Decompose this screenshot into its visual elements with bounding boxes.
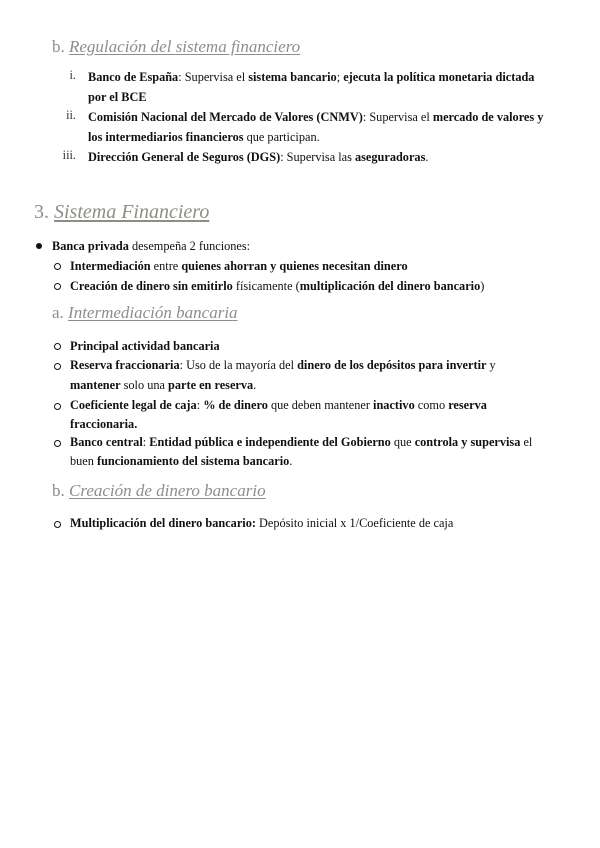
text-bold: ejecuta la política monetaria dictada [343,70,535,84]
text-bold: Reserva fraccionaria [70,358,180,372]
text: ) [480,279,485,293]
bullet-circle-icon [54,403,61,410]
text: desempeña 2 funciones: [128,239,251,253]
bullet-disc-icon [36,243,42,249]
intermediacion-item-principal [70,336,220,356]
text: el [520,435,533,449]
heading-title: Regulación del sistema financiero [69,37,301,56]
creacion-item-multiplicacion [70,513,453,533]
text: entre [150,259,182,273]
text: : [196,398,204,412]
regulacion-item-1-line-1 [88,67,534,87]
bullet-circle-icon [54,343,61,350]
heading-number: 3. [34,201,49,223]
heading-letter: a. [52,303,64,322]
regulacion-item-2-line-2 [88,127,320,147]
heading-title: Sistema Financiero [54,201,210,223]
text-bold: Intermediación [70,259,151,273]
text-bold: Multiplicación del dinero bancario: [70,516,256,530]
text: . [425,150,429,164]
roman-numeral-iii: iii. [62,148,76,162]
text: físicamente ( [232,279,300,293]
intermediacion-item-coeficiente-line-2 [70,414,137,434]
text-bold: Dirección General de Seguros (DGS) [88,150,281,164]
text-bold: dinero de los depósitos para invertir [297,358,487,372]
text-bold: mercado de valores y [432,110,544,124]
bullet-circle-icon [54,521,61,528]
text: : Supervisa las [280,150,355,164]
sub-bullet-creacion [70,276,484,296]
text: : Supervisa el [362,110,433,124]
intermediacion-item-reserva-line-2 [70,375,256,395]
text-bold: sistema bancario [248,70,337,84]
text: : [142,435,150,449]
bullet-circle-icon [54,263,61,270]
intermediacion-item-banco-central-line-1 [70,432,532,452]
text-bold: inactivo [373,398,415,412]
regulacion-item-2-line-1 [88,107,543,127]
text: Depósito inicial x 1/Coeficiente de caja [255,516,454,530]
text-bold: funcionamiento del sistema bancario [96,454,290,468]
text-bold: los intermediarios financieros [88,130,244,144]
text: como [414,398,449,412]
text: que deben mantener [267,398,374,412]
text: buen [70,454,97,468]
text-bold: Banco central [70,435,143,449]
regulacion-item-1-line-2 [88,87,147,107]
text: . [289,454,293,468]
text: ; [336,70,344,84]
bullet-banca-privada [52,236,250,256]
intermediacion-item-reserva-line-1 [70,355,496,375]
heading-sistema-financiero [34,201,209,224]
regulacion-item-3 [88,147,428,167]
heading-letter: b. [52,481,65,500]
heading-regulacion [52,37,300,57]
intermediacion-item-coeficiente-line-1 [70,395,487,415]
text-bold: Coeficiente legal de caja [70,398,197,412]
text: . [253,378,257,392]
text-bold: mantener [70,378,121,392]
heading-title: Intermediación bancaria [68,303,238,322]
text-bold: % de dinero [203,398,268,412]
text-bold: Creación de dinero sin emitirlo [70,279,233,293]
text-bold: Comisión Nacional del Mercado de Valores (CNMV) [88,110,363,124]
text-bold: por el BCE [88,90,147,104]
text: y [486,358,496,372]
text-bold: quienes ahorran y quienes necesitan dinero [181,259,408,273]
text-bold: reserva [448,398,487,412]
bullet-circle-icon [54,363,61,370]
text-bold: controla y supervisa [414,435,521,449]
text-bold: multiplicación del dinero bancario [299,279,481,293]
heading-creacion-dinero [52,481,266,501]
roman-numeral-i: i. [69,68,76,82]
heading-letter: b. [52,37,65,56]
roman-numeral-ii: ii. [66,108,76,122]
text: que [390,435,415,449]
sub-bullet-intermediacion [70,256,408,276]
bullet-circle-icon [54,283,61,290]
text-bold: aseguradoras [354,150,426,164]
heading-title: Creación de dinero bancario [69,481,266,500]
text: : Uso de la mayoría del [179,358,298,372]
bullet-circle-icon [54,440,61,447]
text-bold: Entidad pública e independiente del Gobierno [149,435,391,449]
heading-intermediacion-bancaria [52,303,238,323]
text: : Supervisa el [178,70,249,84]
text: que participan. [243,130,320,144]
text-bold: Banca privada [52,239,129,253]
text-bold: parte en reserva [168,378,254,392]
intermediacion-item-banco-central-line-2 [70,451,292,471]
text-bold: fraccionaria. [70,417,138,431]
text-bold: Banco de España [88,70,179,84]
text: solo una [120,378,169,392]
text-bold: Principal actividad bancaria [70,339,220,353]
